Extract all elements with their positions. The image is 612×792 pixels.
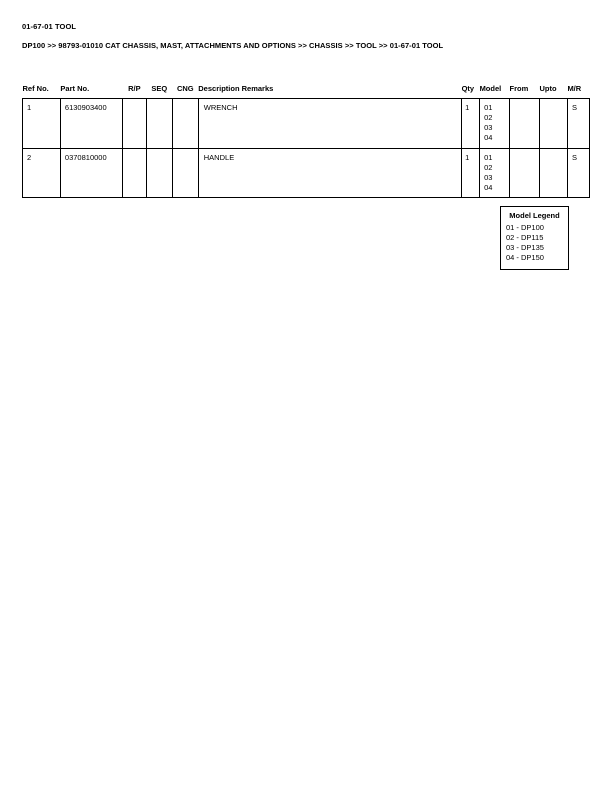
table-header	[23, 84, 590, 99]
cell-rp	[122, 148, 146, 198]
cell-part-no: 6130903400	[60, 99, 122, 149]
column-header-from: From	[510, 84, 540, 99]
cell-ref-no: 1	[23, 99, 61, 149]
column-header-cng: CNG	[172, 84, 198, 99]
cell-seq	[146, 99, 172, 149]
cell-qty: 1	[462, 99, 480, 149]
model-code: 02	[484, 113, 493, 123]
model-legend-item: 01 - DP100	[506, 223, 544, 232]
model-code: 03	[484, 172, 493, 182]
cell-upto	[539, 148, 567, 198]
column-header-mr: M/R	[567, 84, 589, 99]
model-code: 02	[484, 162, 493, 172]
table-header-row	[23, 84, 590, 99]
cell-model	[480, 148, 510, 198]
model-legend-item: 04 - DP150	[506, 253, 544, 263]
cell-description: WRENCH	[198, 99, 461, 149]
model-code: 04	[484, 182, 493, 192]
cell-cng	[172, 99, 198, 149]
column-header-ref-no: Ref No.	[23, 84, 61, 99]
model-legend	[500, 206, 569, 270]
cell-qty: 1	[462, 148, 480, 198]
model-code: 04	[484, 133, 493, 143]
cell-cng	[172, 148, 198, 198]
cell-model	[480, 99, 510, 149]
model-code: 01	[484, 152, 493, 162]
cell-description: HANDLE	[198, 148, 461, 198]
model-code: 03	[484, 123, 493, 133]
page-title: 01-67-01 TOOL	[22, 22, 77, 31]
cell-mr: S	[567, 148, 589, 198]
column-header-qty: Qty	[462, 84, 480, 99]
column-header-seq: SEQ	[146, 84, 172, 99]
column-header-part-no: Part No.	[60, 84, 122, 99]
column-header-description: Description Remarks	[198, 84, 461, 99]
model-code: 01	[484, 103, 493, 112]
cell-rp	[122, 99, 146, 149]
column-header-upto: Upto	[539, 84, 567, 99]
model-legend-title: Model Legend	[509, 211, 560, 220]
table-body	[23, 99, 590, 198]
parts-table	[22, 84, 590, 198]
column-header-model: Model	[480, 84, 510, 99]
cell-upto	[539, 99, 567, 149]
cell-part-no: 0370810000	[60, 148, 122, 198]
cell-from	[510, 99, 540, 149]
cell-mr: S	[567, 99, 589, 149]
cell-from	[510, 148, 540, 198]
model-legend-item: 03 - DP135	[506, 243, 544, 253]
model-legend-item: 02 - DP115	[506, 233, 544, 243]
table-row[interactable]	[23, 99, 590, 149]
column-header-rp: R/P	[122, 84, 146, 99]
breadcrumb: DP100 >> 98793-01010 CAT CHASSIS, MAST, ATTACHMENTS AND OPTIONS >> CHASSIS >> TOOL >> 01-67-01 TOOL	[22, 41, 444, 50]
cell-ref-no: 2	[23, 148, 61, 198]
table-row[interactable]	[23, 148, 590, 198]
cell-seq	[146, 148, 172, 198]
